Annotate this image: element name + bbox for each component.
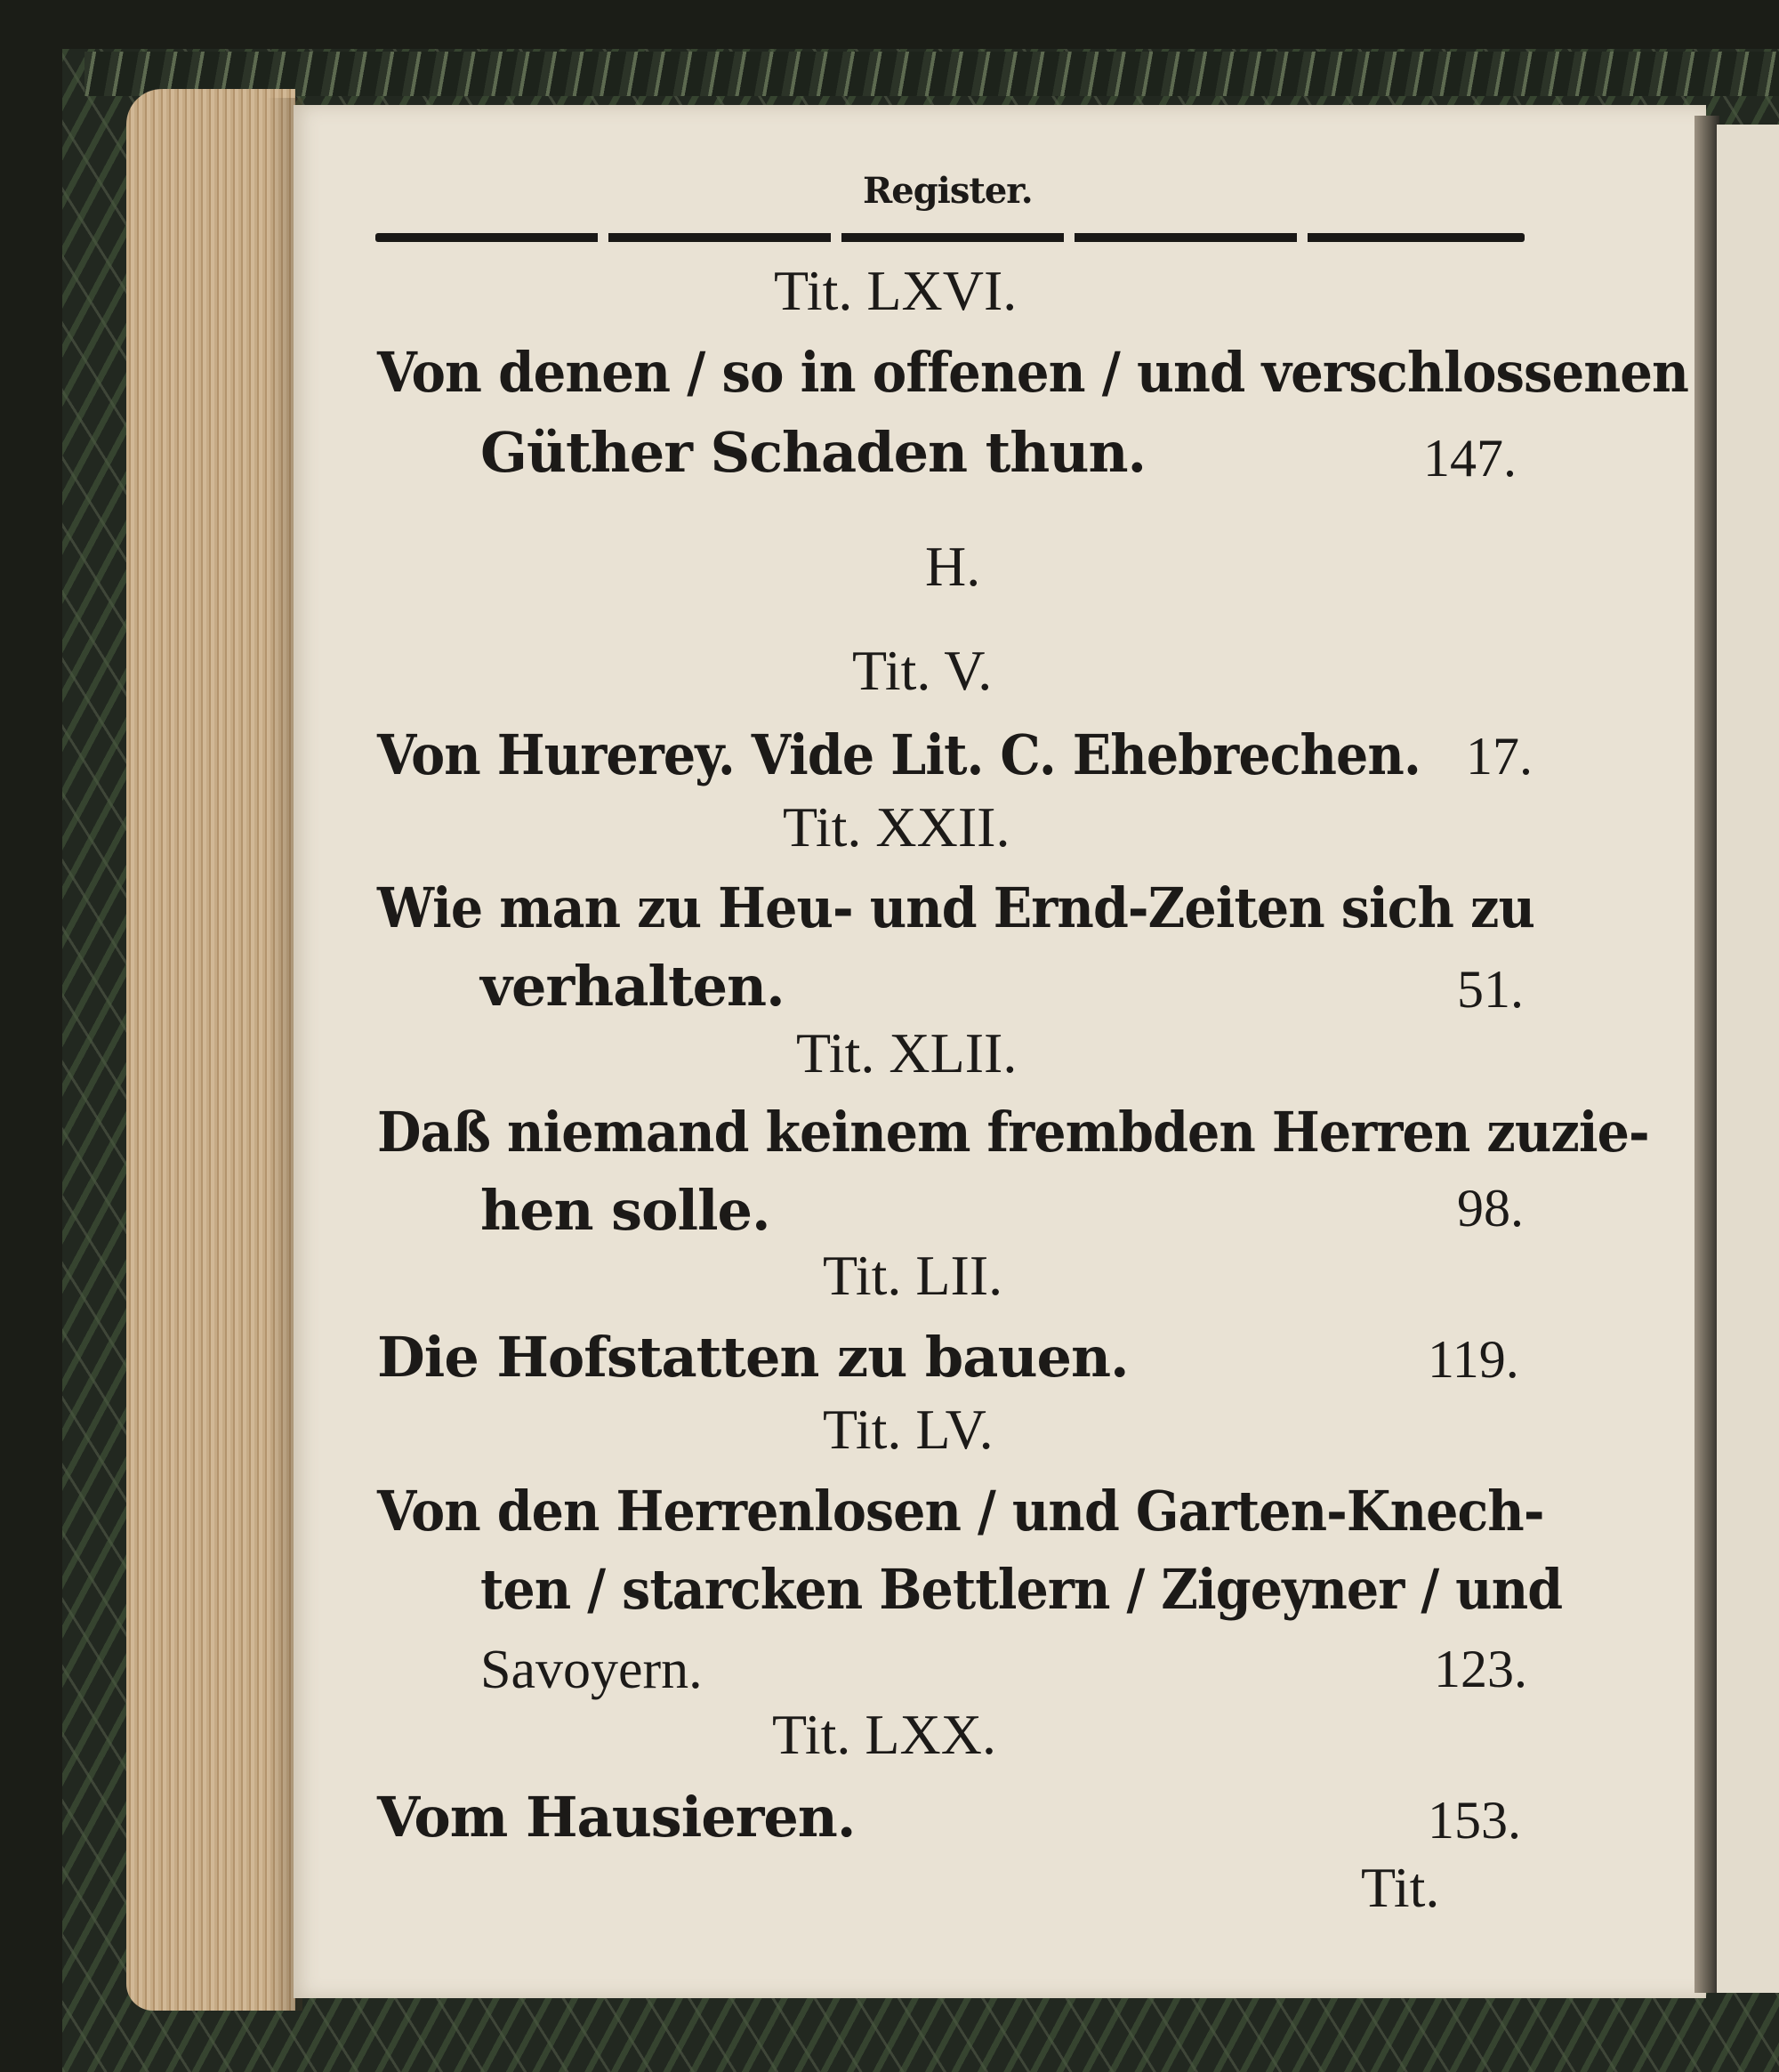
index-letter: H. [925,535,981,598]
page-number: 51. [1457,960,1524,1019]
section-title: Tit. XLII. [796,1021,1018,1084]
catchword: Tit. [1361,1856,1440,1919]
entry-line: Daß niemand keinem frembden Herren zuzie- [377,1100,1649,1165]
entry-line: Savoyern. [480,1640,703,1700]
section-title: Tit. LII. [823,1244,1003,1307]
running-head: Register. [863,170,1033,212]
book-gutter [1694,116,1719,1993]
entry-line: Güther Schaden thun. [480,420,1147,485]
entry-line: verhalten. [480,954,785,1019]
entry-line: Die Hofstatten zu bauen. [377,1325,1129,1390]
section-title: Tit. LV. [823,1398,994,1461]
page-number: 153. [1428,1791,1521,1850]
entry-line: Von denen / so in offenen / und verschlossenen [377,340,1689,405]
page-number: 17. [1466,727,1533,786]
section-title: Tit. XXII. [783,795,1010,859]
facing-page-edge [1717,125,1779,1993]
entry-line: Wie man zu Heu- und Ernd-Zeiten sich zu [377,875,1535,940]
page-number: 147. [1423,429,1517,488]
section-title: Tit. LXVI. [774,259,1018,322]
page-number: 123. [1434,1640,1527,1698]
page-number: 98. [1457,1179,1524,1238]
entry-line: Von Hurerey. Vide Lit. C. Ehebrechen. [377,722,1421,787]
section-title: Tit. V. [852,639,993,702]
entry-line: hen solle. [480,1178,770,1243]
header-rule [375,233,1525,242]
entry-line: Von den Herrenlosen / und Garten-Knech- [377,1479,1544,1544]
section-title: Tit. LXX. [772,1703,996,1766]
entry-line: Vom Hausieren. [377,1785,856,1850]
cover-edge [85,52,1779,96]
page-number: 119. [1428,1330,1519,1389]
entry-line: ten / starcken Bettlern / Zigeyner / und [480,1557,1563,1622]
